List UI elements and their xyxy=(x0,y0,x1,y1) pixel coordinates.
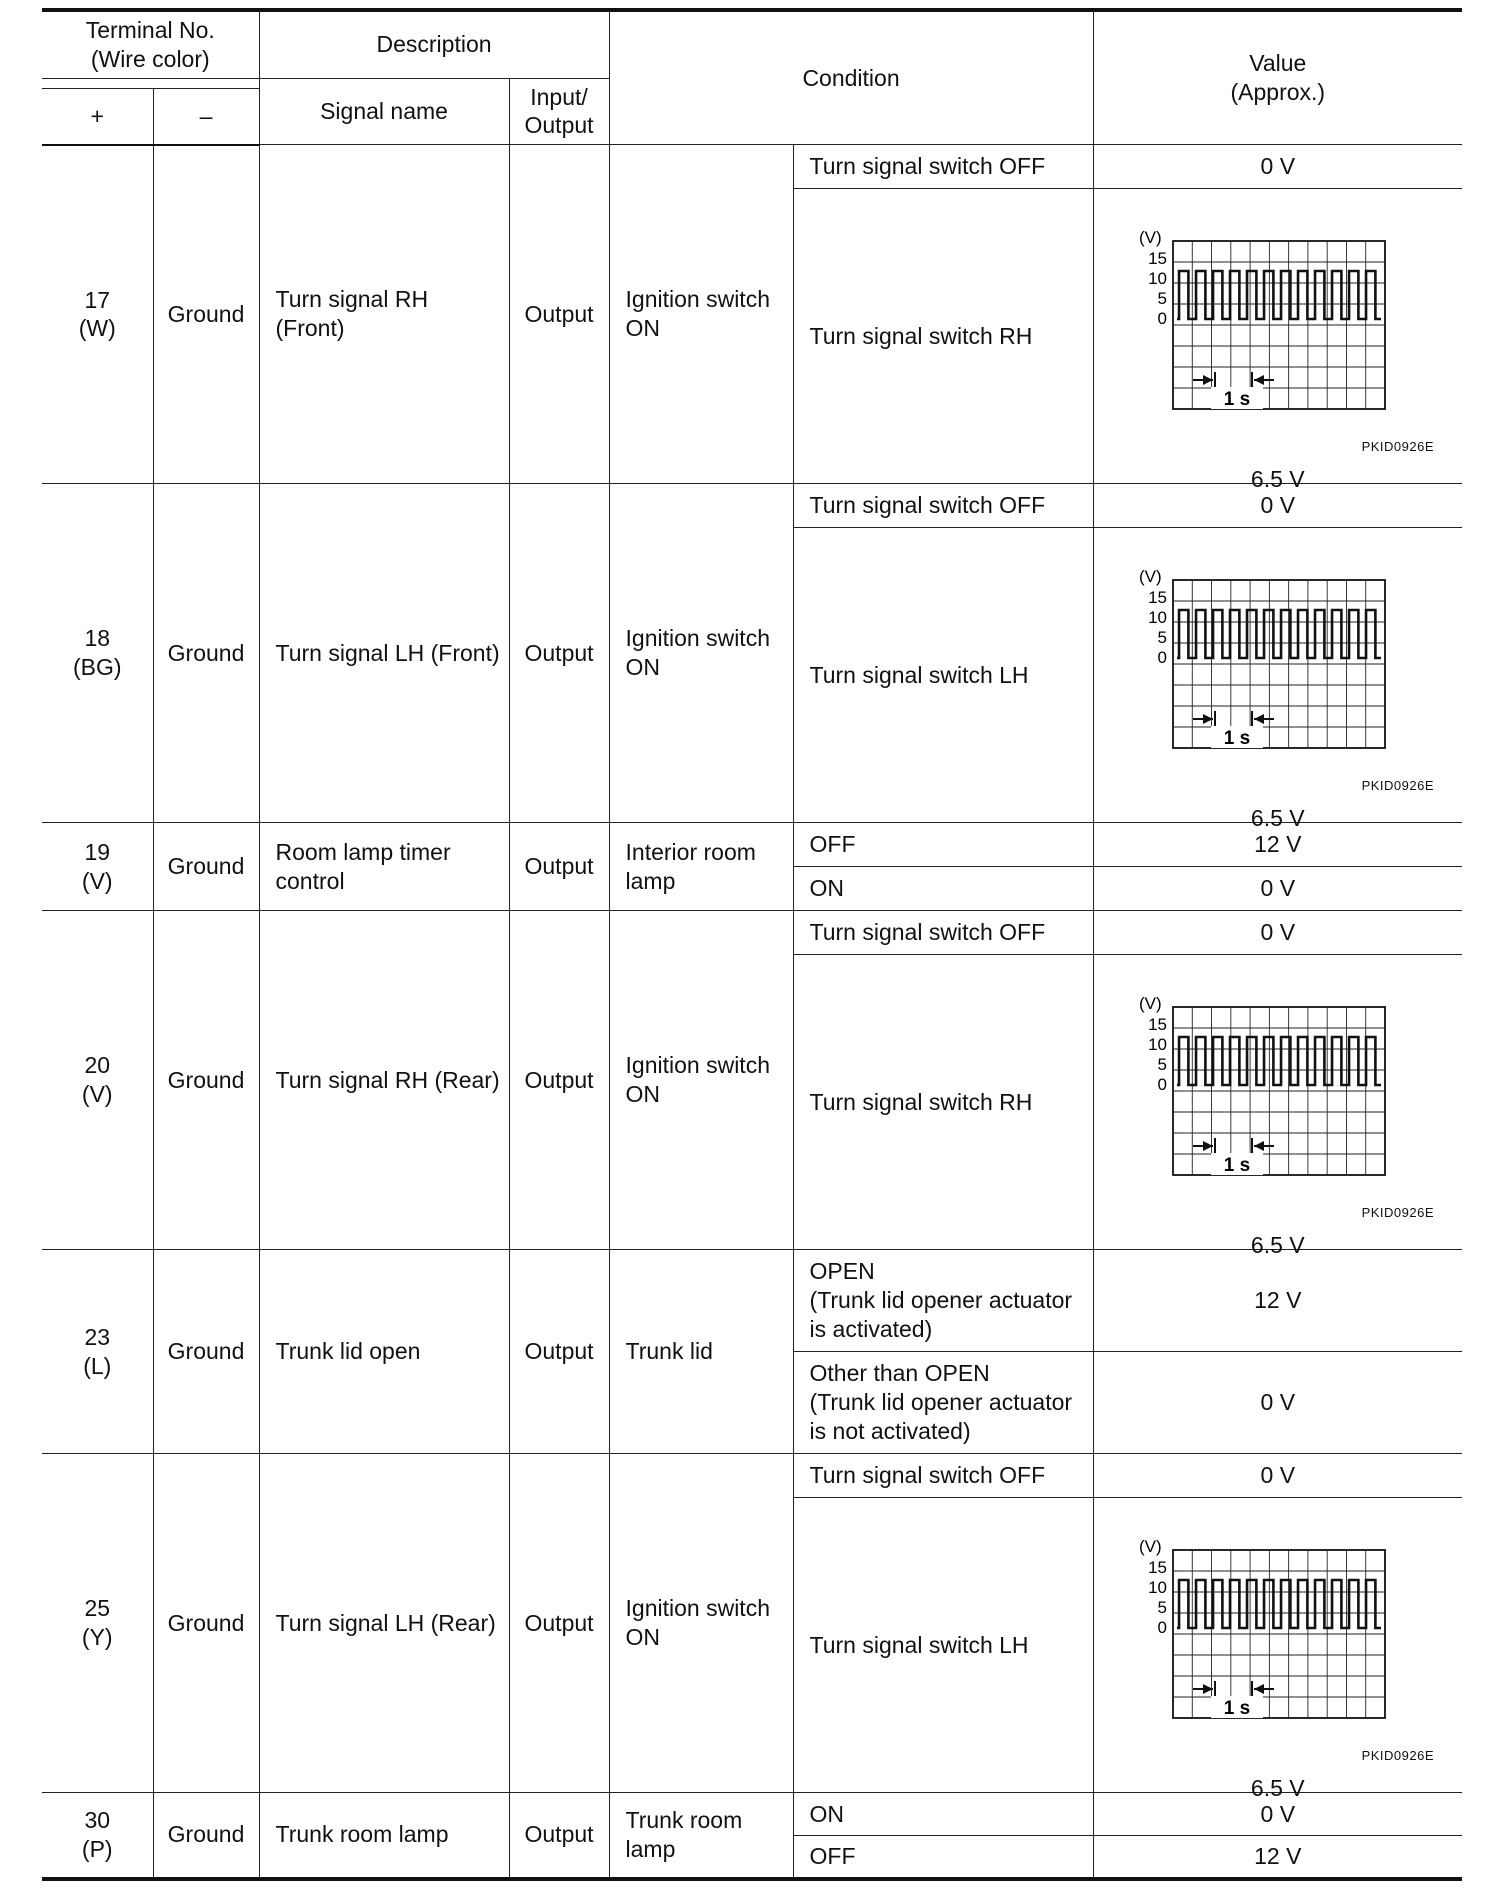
signal-trace xyxy=(1177,1037,1381,1085)
condition-sub: OFF xyxy=(793,1836,1093,1879)
condition-sub: ON xyxy=(793,867,1093,911)
oscilloscope-waveform xyxy=(1133,221,1423,451)
condition-main: Ignition switch ON xyxy=(609,911,793,1250)
unit-label: (V) xyxy=(1138,567,1162,586)
signal-trace xyxy=(1177,271,1381,319)
value-cell: 12 V xyxy=(1093,823,1462,867)
ground-terminal: Ground xyxy=(153,911,259,1250)
io-type: Output xyxy=(509,145,609,484)
io-type: Output xyxy=(509,1793,609,1879)
condition-sub: Turn signal switch RH xyxy=(793,189,1093,484)
terminal-number: 25 (Y) xyxy=(42,1454,153,1793)
ground-terminal: Ground xyxy=(153,1250,259,1454)
time-scale-label: 1 s xyxy=(1223,1155,1250,1176)
condition-main: Ignition switch ON xyxy=(609,145,793,484)
y-tick-15: 15 xyxy=(1147,1015,1167,1034)
signal-trace xyxy=(1177,610,1381,658)
y-tick-5: 5 xyxy=(1157,628,1167,647)
y-tick-10: 10 xyxy=(1147,269,1167,288)
table-row xyxy=(42,1454,1462,1498)
figure-code: PKID0926E xyxy=(1361,778,1435,793)
time-scale-label: 1 s xyxy=(1223,389,1250,410)
y-tick-10: 10 xyxy=(1147,608,1167,627)
value-text: 6.5 V xyxy=(1250,1232,1305,1258)
header-input-output: Input/ Output xyxy=(509,78,609,145)
waveform-figure xyxy=(1094,221,1463,492)
condition-sub: Turn signal switch OFF xyxy=(793,911,1093,955)
signal-name: Turn signal RH (Rear) xyxy=(259,911,509,1250)
unit-label: (V) xyxy=(1138,994,1162,1013)
value-cell: 0 V xyxy=(1093,484,1462,528)
terminal-number: 30 (P) xyxy=(42,1793,153,1879)
condition-sub: Turn signal switch LH xyxy=(793,528,1093,823)
y-tick-5: 5 xyxy=(1157,1598,1167,1617)
time-scale-label: 1 s xyxy=(1223,728,1250,749)
y-tick-15: 15 xyxy=(1147,1558,1167,1577)
condition-sub: Turn signal switch LH xyxy=(793,1498,1093,1793)
header-terminal: Terminal No. (Wire color) xyxy=(42,10,259,78)
condition-sub: Turn signal switch OFF xyxy=(793,145,1093,189)
value-text: 6.5 V xyxy=(1250,1775,1305,1801)
figure-code: PKID0926E xyxy=(1361,1205,1435,1220)
time-scale-marker xyxy=(1193,1681,1274,1719)
figure-code: PKID0926E xyxy=(1361,439,1435,454)
y-tick-5: 5 xyxy=(1157,1055,1167,1074)
ground-terminal: Ground xyxy=(153,484,259,823)
signal-name: Trunk room lamp xyxy=(259,1793,509,1879)
y-tick-0: 0 xyxy=(1157,1075,1167,1094)
oscilloscope-waveform xyxy=(1133,987,1423,1217)
io-type: Output xyxy=(509,484,609,823)
y-tick-15: 15 xyxy=(1147,588,1167,607)
signal-name: Turn signal LH (Front) xyxy=(259,484,509,823)
ground-terminal: Ground xyxy=(153,1793,259,1879)
header-condition: Condition xyxy=(609,10,1093,145)
condition-sub: Turn signal switch OFF xyxy=(793,1454,1093,1498)
y-tick-0: 0 xyxy=(1157,648,1167,667)
waveform-figure xyxy=(1094,987,1463,1258)
signal-name: Trunk lid open xyxy=(259,1250,509,1454)
time-scale-label: 1 s xyxy=(1223,1698,1250,1719)
waveform-value-cell xyxy=(1093,955,1462,1258)
y-tick-15: 15 xyxy=(1147,249,1167,268)
condition-sub: ON xyxy=(793,1793,1093,1836)
terminal-number: 19 (V) xyxy=(42,823,153,911)
condition-sub: Other than OPEN (Trunk lid opener actuator is not activated) xyxy=(793,1352,1093,1454)
value-cell: 0 V xyxy=(1093,867,1462,911)
header-minus: – xyxy=(153,89,259,145)
waveform-value-cell xyxy=(1093,189,1462,492)
value-cell: 0 V xyxy=(1093,145,1462,189)
value-cell: 0 V xyxy=(1093,1352,1462,1454)
terminal-number: 20 (V) xyxy=(42,911,153,1250)
table-row xyxy=(42,145,1462,189)
time-scale-marker xyxy=(1193,711,1274,749)
waveform-figure xyxy=(1094,1530,1463,1801)
header-value: Value (Approx.) xyxy=(1093,10,1462,145)
waveform-value-cell xyxy=(1093,528,1462,831)
y-tick-10: 10 xyxy=(1147,1578,1167,1597)
terminal-number: 23 (L) xyxy=(42,1250,153,1454)
condition-main: Ignition switch ON xyxy=(609,1454,793,1793)
condition-main: Ignition switch ON xyxy=(609,484,793,823)
y-tick-0: 0 xyxy=(1157,309,1167,328)
header-signal-name: Signal name xyxy=(259,78,509,145)
y-tick-5: 5 xyxy=(1157,289,1167,308)
terminal-spec-table xyxy=(42,8,1462,1881)
value-text: 6.5 V xyxy=(1250,466,1305,492)
value-cell: 12 V xyxy=(1093,1836,1462,1879)
io-type: Output xyxy=(509,911,609,1250)
oscilloscope-waveform xyxy=(1133,1530,1423,1760)
condition-sub: OPEN (Trunk lid opener actuator is activated) xyxy=(793,1250,1093,1352)
io-type: Output xyxy=(509,1250,609,1454)
unit-label: (V) xyxy=(1138,1537,1162,1556)
waveform-figure xyxy=(1094,560,1463,831)
condition-sub: Turn signal switch RH xyxy=(793,955,1093,1250)
header-description: Description xyxy=(259,10,609,78)
condition-main: Trunk lid xyxy=(609,1250,793,1454)
oscilloscope-waveform xyxy=(1133,560,1423,790)
io-type: Output xyxy=(509,823,609,911)
figure-code: PKID0926E xyxy=(1361,1748,1435,1763)
waveform-value-cell xyxy=(1093,1498,1462,1801)
condition-main: Interior room lamp xyxy=(609,823,793,911)
ground-terminal: Ground xyxy=(153,145,259,484)
header-plus: + xyxy=(42,89,153,145)
unit-label: (V) xyxy=(1138,228,1162,247)
ground-terminal: Ground xyxy=(153,1454,259,1793)
signal-trace xyxy=(1177,1580,1381,1628)
value-cell: 0 V xyxy=(1093,1454,1462,1498)
value-cell: 0 V xyxy=(1093,1793,1462,1836)
time-scale-marker xyxy=(1193,372,1274,410)
table-row xyxy=(42,1250,1462,1352)
value-text: 6.5 V xyxy=(1250,805,1305,831)
condition-main: Trunk room lamp xyxy=(609,1793,793,1879)
condition-sub: Turn signal switch OFF xyxy=(793,484,1093,528)
table-row xyxy=(42,911,1462,955)
value-cell: 12 V xyxy=(1093,1250,1462,1352)
signal-name: Room lamp timer control xyxy=(259,823,509,911)
y-tick-0: 0 xyxy=(1157,1618,1167,1637)
io-type: Output xyxy=(509,1454,609,1793)
time-scale-marker xyxy=(1193,1138,1274,1176)
y-tick-10: 10 xyxy=(1147,1035,1167,1054)
terminal-number: 17 (W) xyxy=(42,145,153,484)
condition-sub: OFF xyxy=(793,823,1093,867)
terminal-number: 18 (BG) xyxy=(42,484,153,823)
signal-name: Turn signal LH (Rear) xyxy=(259,1454,509,1793)
signal-name: Turn signal RH (Front) xyxy=(259,145,509,484)
value-cell: 0 V xyxy=(1093,911,1462,955)
ground-terminal: Ground xyxy=(153,823,259,911)
